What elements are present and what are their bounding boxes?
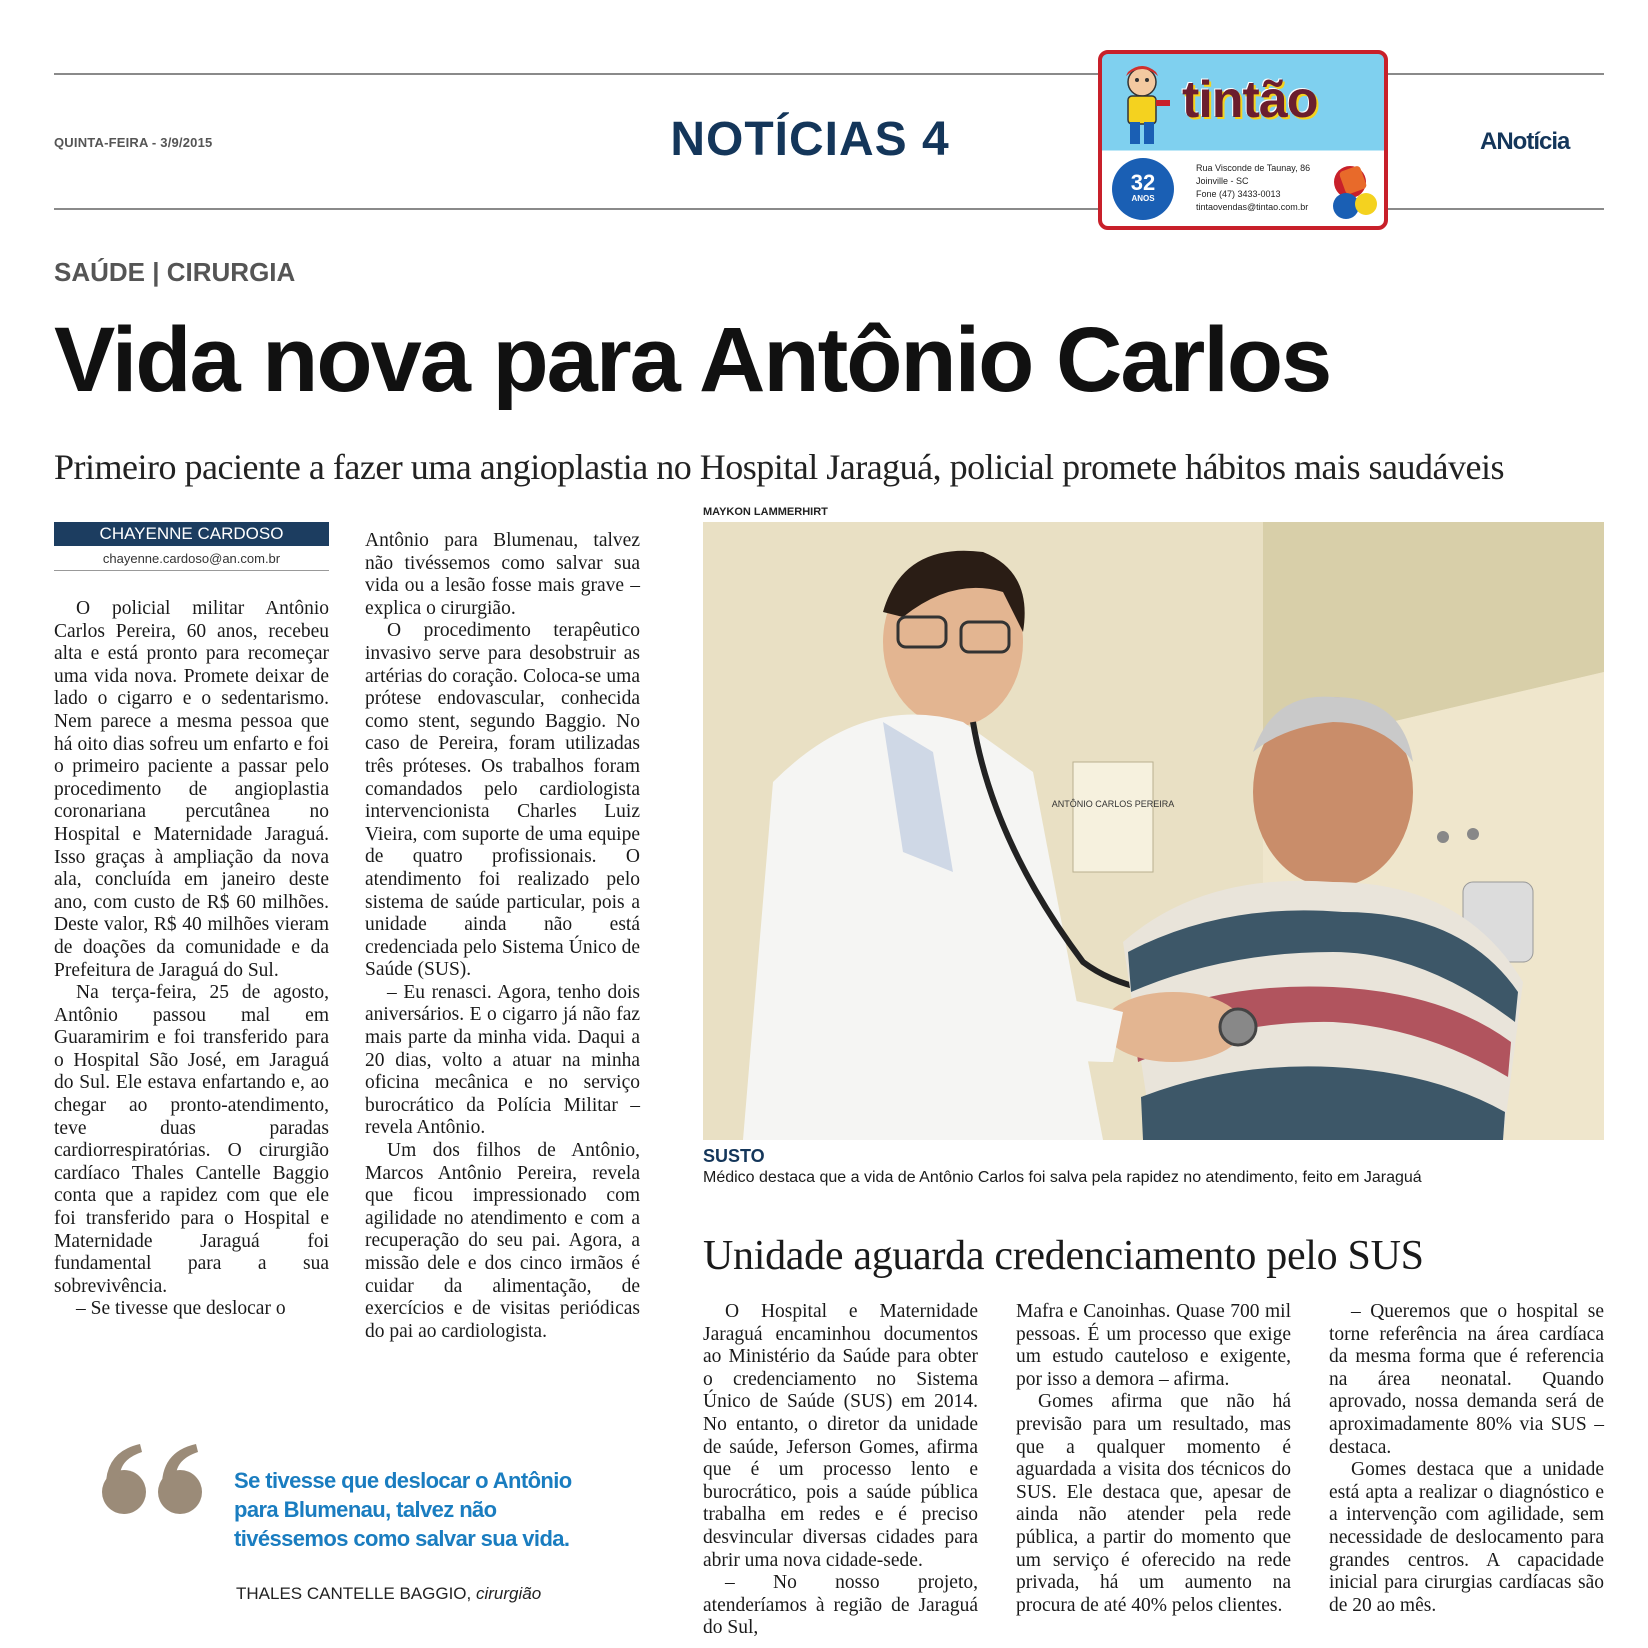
pull-quote-text: Se tivesse que deslocar o Antônio para Blumenau, talvez não tivéssemos como salvar sua vida.: [234, 1468, 572, 1551]
tintao-logo: tintão: [1182, 71, 1318, 129]
ad-contact-info: [1196, 162, 1310, 214]
doctor-patient-illustration: [703, 522, 1604, 1140]
ad-address: Rua Visconde de Taunay, 86: [1196, 163, 1311, 173]
pull-quote-source: THALES CANTELLE BAGGIO, cirurgião: [236, 1584, 542, 1603]
photo-credit: MAYKON LAMMERHIRT: [703, 506, 828, 518]
article-deck: Primeiro paciente a fazer uma angioplastia no Hospital Jaraguá, policial promete hábitos mais saudáveis: [54, 447, 1505, 487]
tintao-advertisement[interactable]: [1098, 50, 1388, 230]
sidebar-headline: Unidade aguarda credenciamento pelo SUS: [703, 1233, 1424, 1279]
badge-number: 32: [1130, 170, 1156, 195]
quote-source-name: THALES CANTELLE BAGGIO: [236, 1584, 467, 1603]
author-byline: CHAYENNE CARDOSO: [54, 522, 329, 546]
badge-label: ANOS: [1131, 194, 1155, 203]
paragraph: – Queremos que o hospital se torne referência na área cardíaca da mesma forma que é referencia na área neonatal. Quando aprovado, nossa demanda será de aproximadamente 80% via SUS – destaca.: [1329, 1301, 1604, 1458]
article-headline: Vida nova para Antônio Carlos: [54, 309, 1331, 411]
paint-cans-icon: [1324, 162, 1380, 222]
paragraph: – No nosso projeto, atenderíamos à região de Jaraguá do Sul,: [703, 1572, 978, 1639]
paragraph: O policial militar Antônio Carlos Pereira, 60 anos, recebeu alta e está pronto para recomeçar uma vida nova. Promete deixar de lado o cigarro e o sedentarismo. Nem parece a mesma pessoa que há oito dias sofreu um enfarto e foi o primeiro paciente a passar pelo procedimento de angioplastia coronariana percutânea no Hospital e Maternidade Jaraguá. Isso graças à ampliação da nova ala, concluída em janeiro deste ano, com custo de R$ 60 milhões. Deste valor, R$ 40 milhões vieram de doações da comunidade e da Prefeitura de Jaraguá do Sul.: [54, 598, 329, 981]
paragraph: Na terça-feira, 25 de agosto, Antônio passou mal em Guaramirim e foi transferido para o Hospital São José, em Jaraguá do Sul. Ele estava enfartando e, ao chegar ao pronto-atendimento, teve duas paradas cardiorrespiratórias. O cirurgião cardíaco Thales Cantelle Baggio conta que a rapidez com que ele foi transferido para o Hospital e Maternidade Jaraguá foi fundamental para a sua sobrevivência.: [54, 982, 329, 1297]
quote-source-role: cirurgião: [475, 1584, 542, 1603]
paragraph: O Hospital e Maternidade Jaraguá encaminhou documentos ao Ministério da Saúde para obter o credenciamento no Sistema Único de Saúde (SUS) em 2014. No entanto, o diretor da unidade de saúde, Jeferson Gomes, afirma que é um processo lento e burocrático, pois a saúde pública trabalha em redes e é preciso desvincular diversas cidades para abrir uma nova cidade-sede.: [703, 1301, 978, 1571]
ad-email: tintaovendas@tintao.com.br: [1196, 202, 1309, 212]
photo-caption: Médico destaca que a vida de Antônio Carlos foi salva pela rapidez no atendimento, feito em Jaraguá: [703, 1169, 1422, 1186]
paragraph: Gomes destaca que a unidade está apta a realizar o diagnóstico e a intervenção com agilidade, sem necessidade de deslocamento para grandes centros. A capacidade inicial para cirurgias cardíacas são de 20 ao mês.: [1329, 1459, 1604, 1616]
paragraph: Gomes afirma que não há previsão para um resultado, mas que a qualquer momento é aguardada a visita dos técnicos do SUS. Ele destaca que, apesar de ainda não atender pela rede pública, a partir do momento que um serviço é oferecido na rede privada, há um aumento na procura de até 40% pelos clientes.: [1016, 1391, 1291, 1616]
sidebar-column-2: [1016, 1301, 1291, 1617]
paragraph: – Se tivesse que deslocar o: [76, 1298, 286, 1320]
article-kicker: SAÚDE | CIRURGIA: [54, 257, 296, 287]
edition-date: QUINTA-FEIRA - 3/9/2015: [54, 135, 213, 150]
paragraph: Mafra e Canoinhas. Quase 700 mil pessoas. É um processo que exige um estudo cauteloso e exigente, por isso a demora – afirma.: [1016, 1301, 1291, 1390]
ad-phone: Fone (47) 3433-0013: [1196, 189, 1281, 199]
wall-sign-text: ANTÔNIO CARLOS PEREIRA: [1051, 799, 1175, 809]
sidebar-column-1: [703, 1301, 978, 1640]
article-column-1: [54, 598, 329, 1321]
ad-city: Joinville - SC: [1196, 176, 1249, 186]
newspaper-logo: ANotícia: [1480, 128, 1570, 155]
article-photo: [703, 522, 1604, 1140]
caption-title: SUSTO: [703, 1146, 765, 1166]
section-title: NOTÍCIAS 4: [670, 113, 950, 166]
sidebar-column-3: [1329, 1301, 1604, 1617]
painter-mascot-icon: [1112, 62, 1174, 148]
paragraph: O procedimento terapêutico invasivo serve para desobstruir as artérias do coração. Coloca-se uma prótese endovascular, conhecida como stent, segundo Baggio. No caso de Pereira, foram utilizadas três próteses. Os trabalhos foram comandados pelo cardiologista intervencionista Charles Luiz Vieira, com suporte de uma equipe de quatro profissionais. O atendimento foi realizado pelo sistema de saúde particular, pois a unidade ainda não está credenciada pelo Sistema Único de Saúde (SUS).: [365, 620, 640, 981]
author-email[interactable]: chayenne.cardoso@an.com.br: [54, 551, 329, 571]
paragraph: Um dos filhos de Antônio, Marcos Antônio Pereira, revela que ficou impressionado com agilidade no atendimento e com a recuperação do seu pai. Agora, a missão dele e dos cinco irmãos é cuidar da alimentação, de exercícios e de visitas periódicas do pai ao cardiologista.: [365, 1140, 640, 1342]
paragraph: – Eu renasci. Agora, tenho dois aniversários. E o cigarro já não faz mais parte da minha vida. Daqui a 20 dias, volto a atuar na minha oficina mecânica e no serviço burocrático da Polícia Militar – revela Antônio.: [365, 981, 640, 1139]
paragraph: Antônio para Blumenau, talvez não tivéssemos como salvar sua vida ou a lesão fosse mais grave – explica o cirurgião.: [365, 530, 640, 619]
article-column-2: [365, 530, 640, 1343]
anniversary-badge: [1112, 158, 1174, 220]
quote-mark-icon: [100, 1440, 210, 1520]
